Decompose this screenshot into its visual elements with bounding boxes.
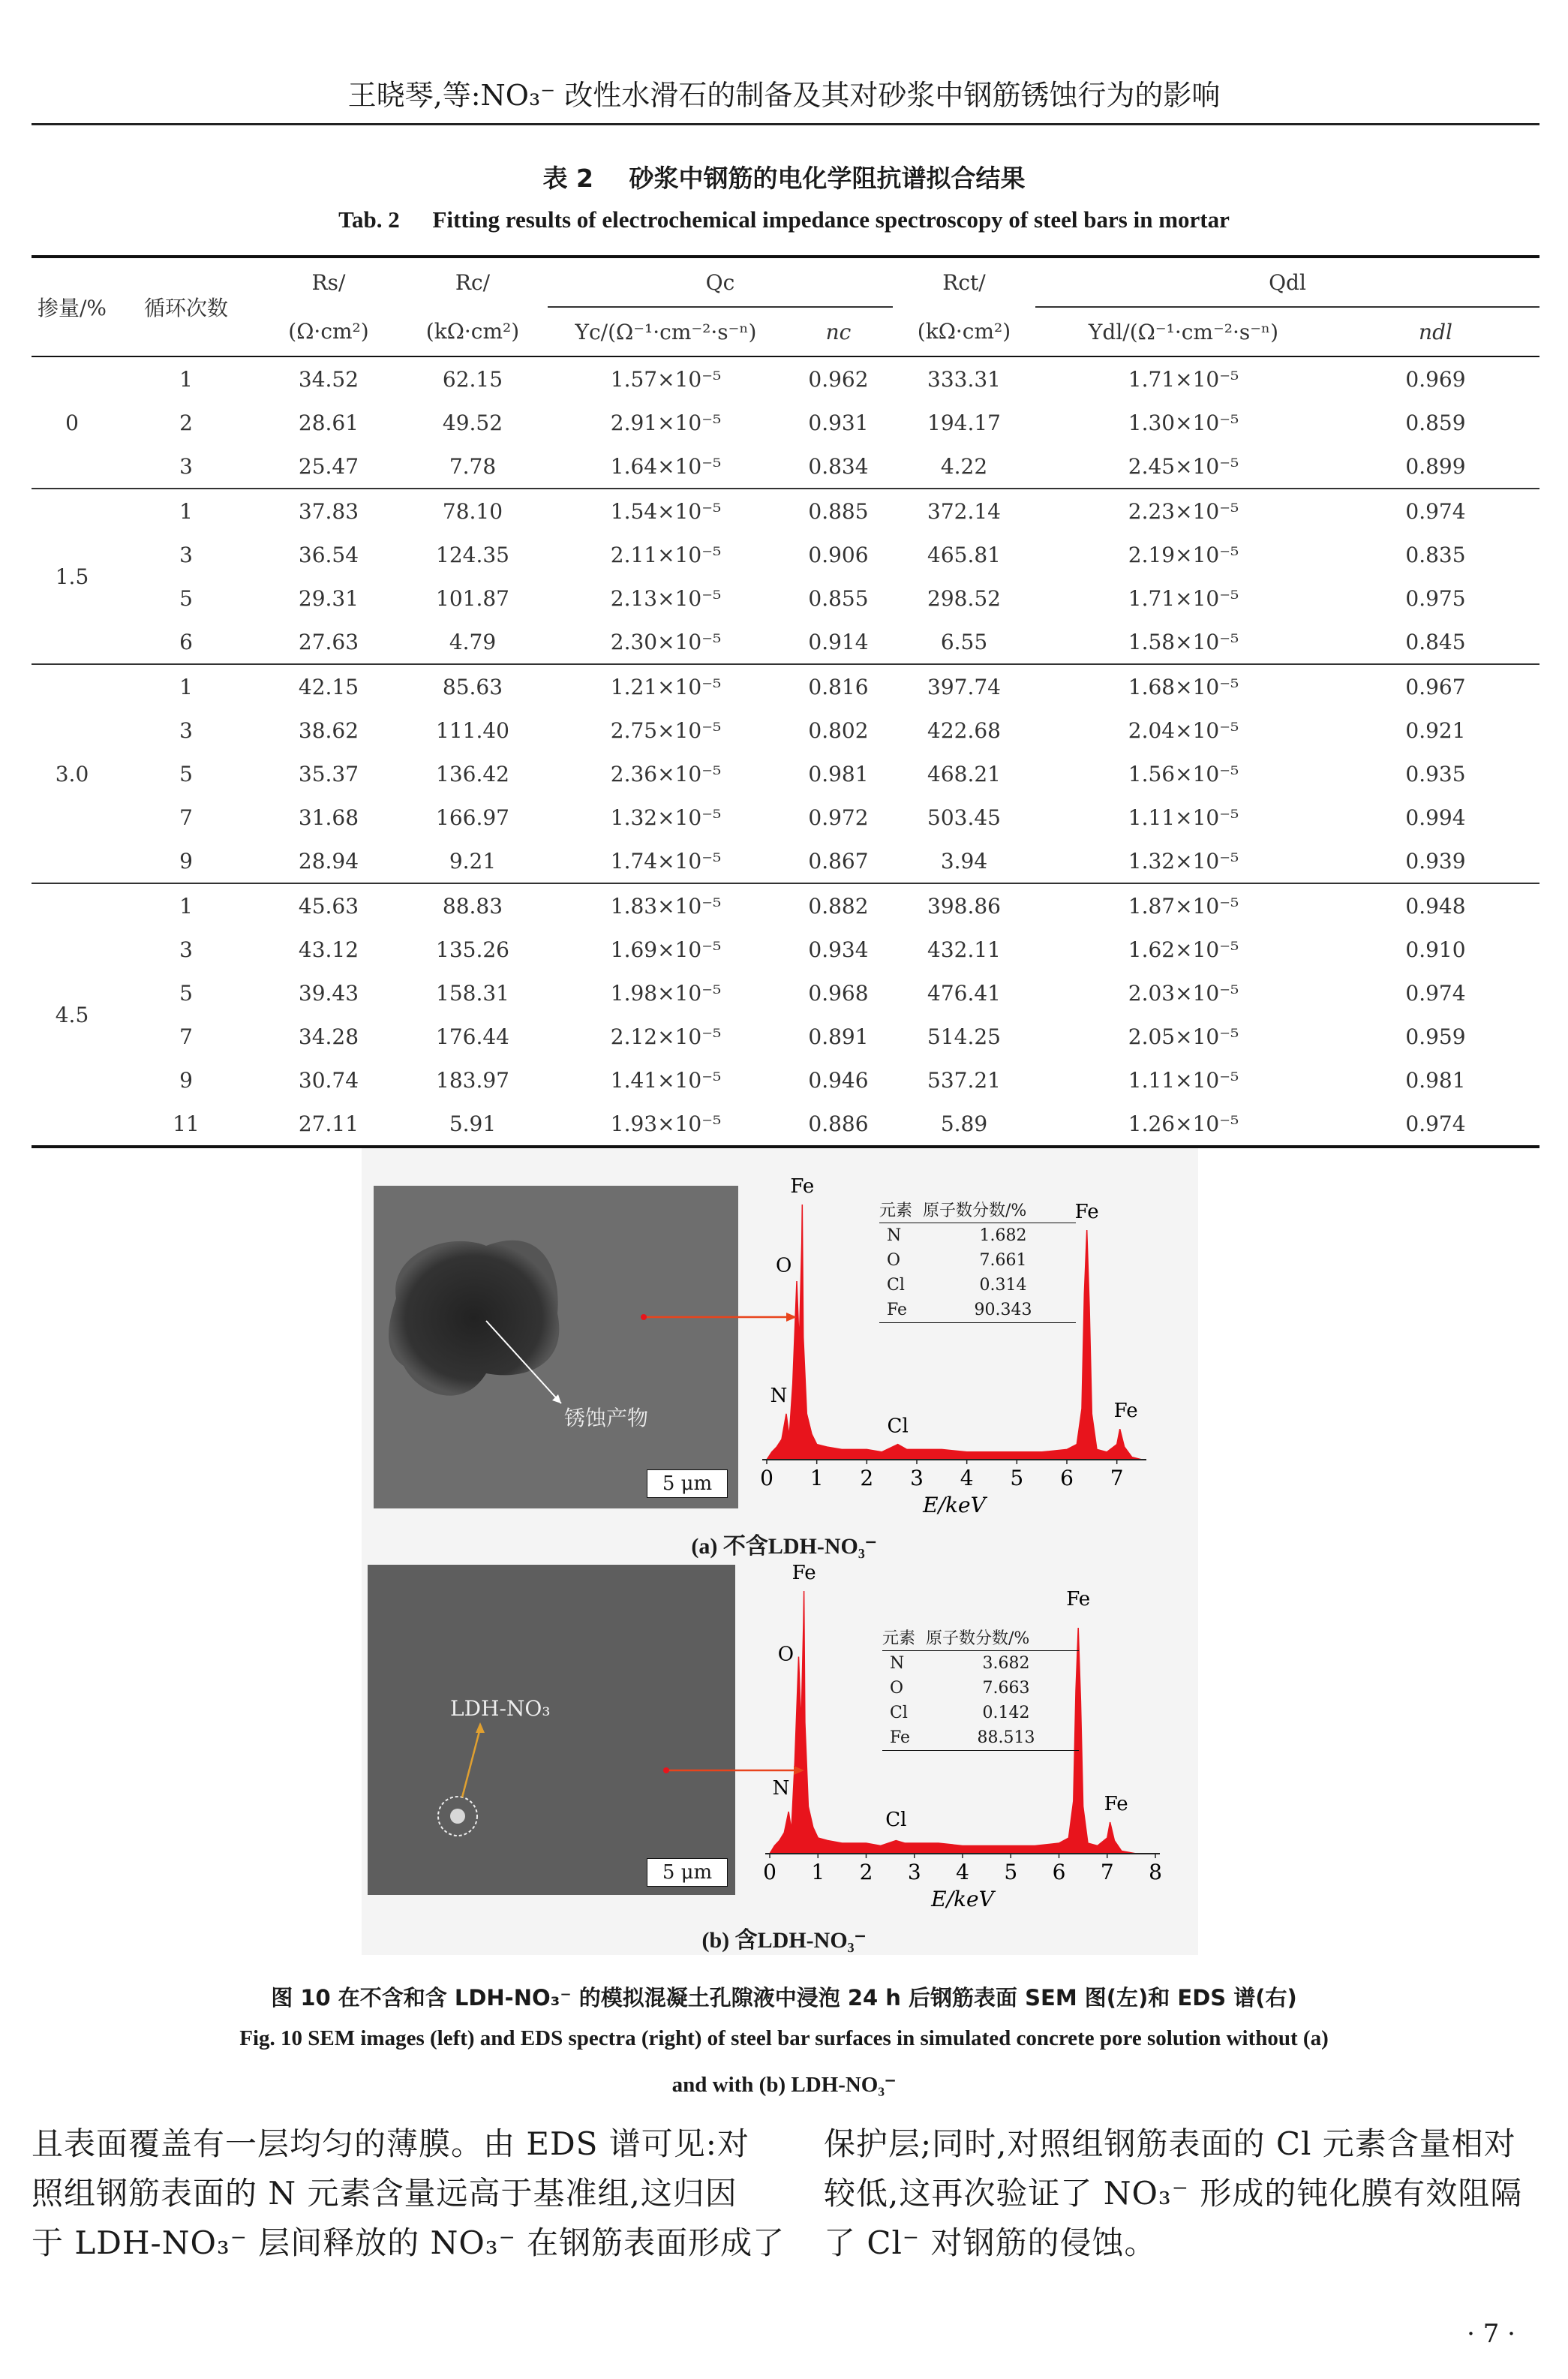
body-right-line-3: 了 Cl⁻ 对钢筋的侵蚀。 (824, 2224, 1157, 2261)
inset-row (879, 1298, 1076, 1322)
table-row (32, 1102, 1539, 1147)
table-cell: 124.35 (436, 542, 509, 567)
table-cell: 0.859 (1405, 410, 1466, 435)
table-cell: 0.816 (808, 674, 869, 699)
table-cell: 166.97 (436, 805, 509, 830)
table-cell: 6.55 (940, 629, 988, 654)
col-ydl: Ydl/(Ω⁻¹·cm⁻²·s⁻ⁿ) (1088, 319, 1279, 344)
table-cell: 0.910 (1405, 937, 1466, 962)
table-cell: 398.86 (927, 893, 1001, 919)
table-cell: 0.948 (1405, 893, 1466, 919)
table-cell: 7 (179, 805, 193, 830)
table-cell: 34.28 (298, 1024, 359, 1049)
body-right-column (824, 2119, 1544, 2268)
table-cell: 5.89 (940, 1111, 988, 1136)
page-number: · 7 · (1467, 2319, 1515, 2349)
table-cell: 0.981 (1405, 1067, 1466, 1093)
table-cell: 6 (179, 629, 193, 654)
scale-bar-b: 5 μm (647, 1858, 728, 1887)
peak-label: O (777, 1643, 795, 1666)
table-row (32, 1015, 1539, 1058)
col-rc: Rc/ (455, 270, 491, 295)
table-cell: 1.83×10⁻⁵ (610, 893, 722, 919)
table-cell: 1.26×10⁻⁵ (1128, 1111, 1239, 1136)
table-cell: 0.934 (808, 937, 869, 962)
inset-row (882, 1676, 1079, 1701)
table-cell: 0.974 (1405, 1111, 1466, 1136)
table-cell: 503.45 (927, 805, 1001, 830)
table-cell: 0.834 (808, 453, 869, 479)
inset-row (882, 1701, 1079, 1725)
table-cell: 43.12 (298, 937, 359, 962)
peak-label: N (770, 1384, 788, 1407)
x-tick-label: 5 (1010, 1466, 1024, 1490)
table-cell: 465.81 (927, 542, 1001, 567)
table-cell: 0.962 (808, 366, 869, 392)
table-cell: 1.21×10⁻⁵ (610, 674, 722, 699)
table-cell: 0.974 (1405, 498, 1466, 524)
running-header: 王晓琴,等:NO₃⁻ 改性水滑石的制备及其对砂浆中钢筋锈蚀行为的影响 (347, 79, 1221, 112)
table-cell: 36.54 (298, 542, 359, 567)
eds-inset-a-header: 元素 原子数分数/% (879, 1198, 1076, 1223)
table-cell: 1.74×10⁻⁵ (610, 848, 722, 874)
table-cell: 1.71×10⁻⁵ (1128, 366, 1239, 392)
table-cell: 4.79 (449, 629, 497, 654)
table-cell: 0.835 (1405, 542, 1466, 567)
table-cell: 432.11 (927, 937, 1001, 962)
figure-caption-en-2: and with (b) LDH-NO₃⁻ (671, 2073, 897, 2097)
x-axis-title: E/keV (923, 1493, 986, 1517)
table-cell: 85.63 (442, 674, 503, 699)
dosage-cell: 3.0 (55, 761, 89, 786)
table-row (32, 796, 1539, 839)
table-cell: 0.882 (808, 893, 869, 919)
header-rule (32, 123, 1539, 125)
col-rct: Rct/ (942, 270, 986, 295)
table-cell: 0.914 (808, 629, 869, 654)
table-cell: 9 (179, 1067, 193, 1093)
peak-label: Cl (887, 1415, 909, 1438)
table-row (32, 401, 1539, 444)
table-cell: 1.54×10⁻⁵ (610, 498, 722, 524)
inset-value: 1.682 (979, 1226, 1027, 1245)
peak-label: Fe (1066, 1588, 1091, 1611)
table-row (32, 883, 1539, 928)
inset-row (882, 1725, 1079, 1750)
col-qc: Qc (548, 257, 893, 307)
pointer-arrow-a (638, 1306, 803, 1328)
inset-value: 3.682 (982, 1654, 1030, 1673)
inset-element: Cl (887, 1276, 905, 1295)
table-cell: 1.32×10⁻⁵ (610, 805, 722, 830)
body-left-column (32, 2119, 789, 2268)
table-cell: 422.68 (927, 717, 1001, 743)
inset-element: Fe (890, 1728, 911, 1747)
table-cell: 2.75×10⁻⁵ (610, 717, 722, 743)
table-cell: 1.56×10⁻⁵ (1128, 761, 1239, 786)
table-cell: 476.41 (927, 980, 1001, 1006)
table-cell: 183.97 (436, 1067, 509, 1093)
table-cell: 28.94 (298, 848, 359, 874)
figure-caption-en-1: Fig. 10 SEM images (left) and EDS spectra (right) of steel bar surfaces in simulated concrete pore solution without (a) (239, 2026, 1329, 2050)
table-cell: 27.11 (298, 1111, 359, 1136)
sem-image-b (368, 1565, 735, 1895)
table-cell: 7 (179, 1024, 193, 1049)
table-cell: 0.981 (808, 761, 869, 786)
table-row (32, 928, 1539, 971)
table-cell: 0.931 (808, 410, 869, 435)
col-rs: Rs/ (311, 270, 346, 295)
peak-label: Fe (1074, 1201, 1099, 1223)
table-cell: 1.62×10⁻⁵ (1128, 937, 1239, 962)
sem-image-b-art (368, 1565, 735, 1895)
table-cell: 7.78 (449, 453, 497, 479)
table-cell: 1 (179, 893, 193, 919)
inset-value: 7.661 (979, 1251, 1027, 1270)
table-cell: 333.31 (927, 366, 1001, 392)
table-title-cn-text: 砂浆中钢筋的电化学阻抗谱拟合结果 (629, 164, 1026, 193)
table-cell: 0.891 (808, 1024, 869, 1049)
table-cell: 1.69×10⁻⁵ (610, 937, 722, 962)
inset-element: Fe (887, 1301, 908, 1319)
table-title-en-text: Fitting results of electrochemical impedance spectroscopy of steel bars in mortar (432, 206, 1230, 233)
col-dosage: 掺量/% (37, 296, 107, 320)
col-nc: nc (825, 319, 852, 344)
table-cell: 88.83 (442, 893, 503, 919)
peak-label: O (776, 1254, 792, 1277)
table-cell: 372.14 (927, 498, 1001, 524)
peak-label: Fe (790, 1175, 815, 1198)
table-cell: 468.21 (927, 761, 1001, 786)
table-cell: 0.855 (808, 585, 869, 611)
body-right-line-1: 保护层;同时,对照组钢筋表面的 Cl 元素含量相对 (824, 2125, 1516, 2162)
table-cell: 1.93×10⁻⁵ (610, 1111, 722, 1136)
x-tick-label: 0 (760, 1466, 773, 1490)
inset-value: 0.142 (982, 1704, 1030, 1722)
table-cell: 1.68×10⁻⁵ (1128, 674, 1239, 699)
table-cell: 0.939 (1405, 848, 1466, 874)
table-cell: 62.15 (442, 366, 503, 392)
table-cell: 49.52 (442, 410, 503, 435)
table-cell: 4.22 (940, 453, 988, 479)
table-cell: 1.98×10⁻⁵ (610, 980, 722, 1006)
x-tick-label: 2 (859, 1860, 873, 1884)
table-cell: 2.05×10⁻⁵ (1128, 1024, 1239, 1049)
group-4-5 (32, 883, 1539, 1147)
body-left-line-2: 照组钢筋表面的 N 元素含量远高于基准组,这归因 (32, 2175, 737, 2212)
eds-inset-b-header: 元素 原子数分数/% (882, 1626, 1079, 1651)
table-cell: 9 (179, 848, 193, 874)
table-cell: 5 (179, 761, 193, 786)
table-cell: 1.30×10⁻⁵ (1128, 410, 1239, 435)
table-cell: 3 (179, 937, 193, 962)
eds-inset-b (882, 1626, 1079, 1751)
body-left-line-3: 于 LDH-NO₃⁻ 层间释放的 NO₃⁻ 在钢筋表面形成了 (32, 2224, 786, 2261)
col-rct-unit: (kΩ·cm²) (917, 319, 1011, 344)
table-cell: 0.972 (808, 805, 869, 830)
table-cell: 5 (179, 585, 193, 611)
col-rc-unit: (kΩ·cm²) (425, 319, 520, 344)
table-row (32, 752, 1539, 796)
table-cell: 0.946 (808, 1067, 869, 1093)
table-cell: 38.62 (298, 717, 359, 743)
table-cell: 3 (179, 453, 193, 479)
x-tick-label: 4 (960, 1466, 974, 1490)
table-cell: 42.15 (298, 674, 359, 699)
inset-row (882, 1651, 1079, 1676)
x-tick-label: 1 (810, 1466, 824, 1490)
table-cell: 2.12×10⁻⁵ (610, 1024, 722, 1049)
x-tick-label: 3 (907, 1860, 921, 1884)
table-cell: 0.845 (1405, 629, 1466, 654)
table-cell: 1.32×10⁻⁵ (1128, 848, 1239, 874)
table-cell: 2.11×10⁻⁵ (610, 542, 722, 567)
x-tick-label: 4 (956, 1860, 969, 1884)
table-cell: 2.45×10⁻⁵ (1128, 453, 1239, 479)
table-row (32, 356, 1539, 401)
table-cell: 3 (179, 717, 193, 743)
table-cell: 0.935 (1405, 761, 1466, 786)
table-cell: 28.61 (298, 410, 359, 435)
peak-label: Cl (885, 1809, 907, 1831)
dosage-cell: 0 (65, 410, 79, 435)
caption-panel-a: (a) 不含LDH-NO₃⁻ (691, 1534, 877, 1559)
table-cell: 0.802 (808, 717, 869, 743)
table-cell: 5.91 (449, 1111, 497, 1136)
table-cell: 2.13×10⁻⁵ (610, 585, 722, 611)
col-qdl: Qdl (1035, 257, 1539, 307)
table-cell: 2.03×10⁻⁵ (1128, 980, 1239, 1006)
table-label-en: Tab. 2 (338, 206, 400, 233)
col-yc: Yc/(Ω⁻¹·cm⁻²·s⁻ⁿ) (575, 319, 757, 344)
x-tick-label: 8 (1149, 1860, 1162, 1884)
table-cell: 29.31 (298, 585, 359, 611)
x-tick-label: 3 (910, 1466, 924, 1490)
dosage-cell: 4.5 (55, 1002, 89, 1027)
x-tick-label: 7 (1100, 1860, 1114, 1884)
table-title-cn (0, 159, 1568, 194)
table-cell: 2.36×10⁻⁵ (610, 761, 722, 786)
table-cell: 25.47 (298, 453, 359, 479)
table-cell: 111.40 (436, 717, 509, 743)
x-tick-label: 7 (1110, 1466, 1124, 1490)
table-cell: 101.87 (436, 585, 509, 611)
table-cell: 11 (173, 1111, 200, 1136)
table-cell: 0.921 (1405, 717, 1466, 743)
scale-bar-a: 5 μm (647, 1469, 728, 1498)
table-cell: 298.52 (927, 585, 1001, 611)
table-cell: 3 (179, 542, 193, 567)
table-cell: 1.58×10⁻⁵ (1128, 629, 1239, 654)
x-tick-label: 6 (1060, 1466, 1074, 1490)
x-axis-title: E/keV (931, 1887, 994, 1911)
table-cell: 1.11×10⁻⁵ (1128, 1067, 1239, 1093)
col-ndl: ndl (1419, 319, 1452, 344)
table-cell: 397.74 (927, 674, 1001, 699)
peak-label: Fe (792, 1562, 816, 1584)
group-0 (32, 356, 1539, 489)
table-cell: 1.87×10⁻⁵ (1128, 893, 1239, 919)
x-tick-label: 6 (1052, 1860, 1066, 1884)
table-cell: 136.42 (436, 761, 509, 786)
pointer-arrow-b (660, 1759, 810, 1782)
col-rs-unit: (Ω·cm²) (288, 319, 369, 344)
table-cell: 2 (179, 410, 193, 435)
inset-value: 88.513 (977, 1728, 1035, 1747)
sem-image-a (374, 1186, 738, 1508)
table-row (32, 1058, 1539, 1102)
peak-label: N (772, 1777, 790, 1800)
table-cell: 1 (179, 498, 193, 524)
table-row (32, 664, 1539, 708)
inset-value: 7.663 (982, 1679, 1030, 1698)
x-tick-label: 0 (763, 1860, 776, 1884)
eds-inset-a-rule (879, 1322, 1076, 1323)
table-cell: 34.52 (298, 366, 359, 392)
table-cell: 2.23×10⁻⁵ (1128, 498, 1239, 524)
caption-panel-b: (b) 含LDH-NO₃⁻ (701, 1928, 867, 1953)
table-cell: 0.886 (808, 1111, 869, 1136)
inset-value: 90.343 (974, 1301, 1032, 1319)
table-cell: 0.967 (1405, 674, 1466, 699)
eds-inset-a-rows (879, 1223, 1076, 1322)
inset-element: O (887, 1251, 901, 1270)
eds-inset-b-rows (882, 1651, 1079, 1750)
table-row (32, 971, 1539, 1015)
table-label-cn: 表 2 (542, 164, 593, 193)
table-row (32, 576, 1539, 620)
table-cell: 30.74 (298, 1067, 359, 1093)
table-cell: 78.10 (442, 498, 503, 524)
dosage-cell: 1.5 (55, 564, 89, 589)
table-cell: 158.31 (436, 980, 509, 1006)
table-cell: 35.37 (298, 761, 359, 786)
figure-caption-cn: 图 10 在不含和含 LDH-NO₃⁻ 的模拟混凝土孔隙液中浸泡 24 h 后钢筋表面 SEM 图(左)和 EDS 谱(右) (271, 1985, 1297, 2011)
col-cycles: 循环次数 (143, 296, 228, 320)
table-cell: 2.04×10⁻⁵ (1128, 717, 1239, 743)
table-cell: 1.41×10⁻⁵ (610, 1067, 722, 1093)
inset-row (879, 1248, 1076, 1273)
inset-element: O (890, 1679, 904, 1698)
ldh-particle-label: LDH-NO₃ (450, 1696, 551, 1721)
table-cell: 0.885 (808, 498, 869, 524)
table-cell: 27.63 (298, 629, 359, 654)
table-cell: 0.969 (1405, 366, 1466, 392)
table-cell: 5 (179, 980, 193, 1006)
table-cell: 176.44 (436, 1024, 509, 1049)
table-cell: 0.975 (1405, 585, 1466, 611)
table-cell: 3.94 (940, 848, 988, 874)
body-left-line-1: 且表面覆盖有一层均匀的薄膜。由 EDS 谱可见:对 (32, 2125, 749, 2162)
table-cell: 1.71×10⁻⁵ (1128, 585, 1239, 611)
table-cell: 2.30×10⁻⁵ (610, 629, 722, 654)
group-3-0 (32, 664, 1539, 883)
eis-fitting-table (32, 255, 1539, 1148)
table-cell: 514.25 (927, 1024, 1001, 1049)
x-tick-label: 5 (1004, 1860, 1018, 1884)
x-tick-label: 1 (811, 1860, 825, 1884)
group-1-5 (32, 489, 1539, 664)
table-title-en (0, 206, 1568, 233)
corrosion-product-label: 锈蚀产物 (564, 1406, 649, 1430)
table-cell: 537.21 (927, 1067, 1001, 1093)
table-cell: 0.968 (808, 980, 869, 1006)
body-right-line-2: 较低,这再次验证了 NO₃⁻ 形成的钝化膜有效阻隔 (824, 2175, 1523, 2212)
table-cell: 2.91×10⁻⁵ (610, 410, 722, 435)
table-cell: 39.43 (298, 980, 359, 1006)
table-cell: 2.19×10⁻⁵ (1128, 542, 1239, 567)
table-cell: 31.68 (298, 805, 359, 830)
inset-element: N (887, 1226, 902, 1245)
table-cell: 0.906 (808, 542, 869, 567)
table-cell: 1 (179, 366, 193, 392)
eds-inset-b-rule (882, 1750, 1079, 1751)
inset-value: 0.314 (979, 1276, 1027, 1295)
inset-element: N (890, 1654, 905, 1673)
table-cell: 45.63 (298, 893, 359, 919)
peak-label: Fe (1113, 1400, 1138, 1423)
table-cell: 0.974 (1405, 980, 1466, 1006)
table-row (32, 489, 1539, 533)
table-cell: 9.21 (449, 848, 497, 874)
table-cell: 1.57×10⁻⁵ (610, 366, 722, 392)
table-cell: 0.994 (1405, 805, 1466, 830)
peak-label: Fe (1104, 1793, 1128, 1815)
eds-inset-a (879, 1198, 1076, 1323)
table-row (32, 708, 1539, 752)
x-tick-label: 2 (860, 1466, 874, 1490)
inset-row (879, 1223, 1076, 1248)
inset-row (879, 1273, 1076, 1298)
table-cell: 1.11×10⁻⁵ (1128, 805, 1239, 830)
table-cell: 0.867 (808, 848, 869, 874)
table-row (32, 620, 1539, 664)
table-cell: 0.959 (1405, 1024, 1466, 1049)
table-row (32, 444, 1539, 489)
table-cell: 194.17 (927, 410, 1001, 435)
table-cell: 37.83 (298, 498, 359, 524)
table-cell: 0.899 (1405, 453, 1466, 479)
table-cell: 135.26 (436, 937, 509, 962)
sem-image-a-art (374, 1186, 738, 1508)
table-row (32, 839, 1539, 883)
table-row (32, 533, 1539, 576)
inset-element: Cl (890, 1704, 908, 1722)
table-cell: 1 (179, 674, 193, 699)
table-cell: 1.64×10⁻⁵ (610, 453, 722, 479)
